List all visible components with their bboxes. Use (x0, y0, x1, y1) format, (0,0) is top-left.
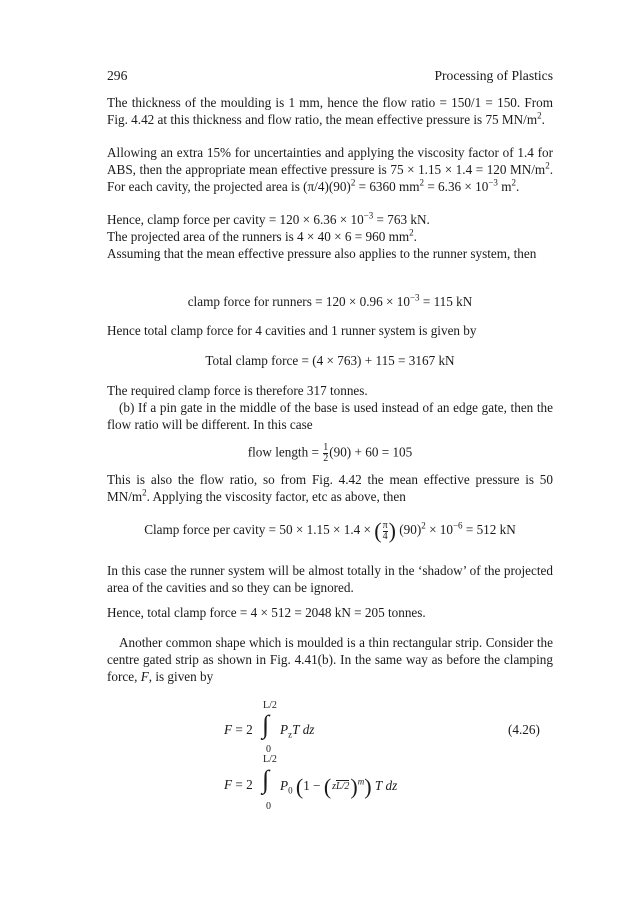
paragraph-strip: Another common shape which is moulded is a thin rectangular strip. Consider the centre gated strip as shown in Fig. 4.41(b). In the same way as before the clamping force, F, is given by (107, 635, 553, 684)
paragraph-flow-ratio-b: This is also the flow ratio, so from Fig. 4.42 the mean effective pressure is 50 $MN/m^2$. Applying the viscosity factor, etc as above, then (107, 472, 553, 504)
line-clamp-per-cavity: Hence, clamp force per cavity = $120 \times 6.36 \times 10^{-3} = 763$ kN. (107, 210, 430, 227)
book-page: 296 Processing of Plastics The thickness of the moulding is 1 mm, hence the flow ratio = 150/1 = 150. From Fig. 4.42 at this thickness and flow ratio, the mean effective pressure is 75 $MN/m^2$. Allowing an extra 15% for uncertainties and applying the viscosity factor of 1.4 for ABS, then the appropriate mean effective pressure is 75 × 1.15 × 1.4 = 120 $MN/m^2$. For each cavity, the projected area is $(\pi/4)(90)^2 = 6360$ $mm^2 = 6.36 \times 10^{-3}$ $m^2$. Hence, clamp force per cavity = $120 \times 6.36 \times 10^{-3} = 763$ kN. The projected area of the runners is 4 × 40 × 6 = 960 $mm^2$. Assuming that the mean effective pressure also applies to the runner system, then clamp force for runners = $120 \times 0.96 \times 10^{-3} = 115$ kN Hence total clamp force for 4 cavities and 1 runner system is given by Total clamp force = (4 × 763) + 115 = 3167 kN The required clamp force is therefore 317 tonnes. (b) If a pin gate in the middle of the base is used instead of an edge gate, then the flow ratio will be different. In this case flow length = $\frac{1}{2}$ (90) + 60 = 105 This is also the flow ratio, so from Fig. 4.42 the mean effective pressure is 50 $MN/m^2$. Applying the viscosity factor, etc as above, then Clamp force per cavity = 50 × 1.15 × 1.4 × ( $\frac{\pi}{4}$ ) $(90)^2 \times 10^{-6} = 512$ kN In this case the runner system will be almost totally in the ‘shadow’ of the projected area of the cavities and so they can be ignored. Hence, total clamp force = 4 × 512 = 2048 kN = 205 tonnes. Another common shape which is moulded is a thin rectangular strip. Consider the centre gated strip as shown in Fig. 4.41(b). In the same way as before the clamping force, F, is given by L/2 F = 2 ∫ $P_zT$ dz 0 (4.26) L/2 F = 2 ∫ $P_0$ $(1 - (zL/2)^m)$ T dz 0 (107, 68, 553, 812)
line-tonnes: The required clamp force is therefore 317 tonnes. (107, 383, 368, 398)
equation-cavity-clamp-b: Clamp force per cavity = 50 × 1.15 × 1.4 × ( $\frac{\pi}{4}$ ) $(90)^2 \times 10^{-6} = 512$ kN (144, 518, 516, 543)
line-total-intro: Hence total clamp force for 4 cavities and 1 runner system is given by (107, 323, 477, 338)
line-runner-area: The projected area of the runners is 4 × 40 × 6 = 960 $mm^2$. (107, 227, 417, 244)
equation-runner-clamp: clamp force for runners = $120 \times 0.96 \times 10^{-3} = 115$ kN (187, 292, 473, 309)
page-number: 296 (107, 68, 128, 83)
line-total-b: Hence, total clamp force = 4 × 512 = 2048 kN = 205 tonnes. (107, 605, 426, 620)
equation-total-clamp: Total clamp force = (4 × 763) + 115 = 3167 kN (205, 353, 455, 368)
paragraph-shadow: In this case the runner system will be almost totally in the ‘shadow’ of the projected area of the cavities and so they can be ignored. (107, 563, 553, 595)
half-fraction: $\frac{1}{2}$ (323, 442, 329, 464)
running-title: Processing of Plastics (434, 68, 553, 83)
equation-number: (4.26) (508, 722, 540, 737)
paragraph-flow-ratio: The thickness of the moulding is 1 mm, hence the flow ratio = 150/1 = 150. From Fig. 4.42 at this thickness and flow ratio, the mean effective pressure is 75 $MN/m^2$. (107, 95, 553, 127)
equation-flow-length: flow length = $\frac{1}{2}$ (90) + 60 = 105 (247, 442, 413, 464)
paragraph-runner-assumption: Assuming that the mean effective pressure also applies to the runner system, then (107, 246, 537, 261)
paragraph-pin-gate: (b) If a pin gate in the middle of the base is used instead of an edge gate, then the flow ratio will be different. In this case (107, 400, 553, 432)
paragraph-effective-pressure: Allowing an extra 15% for uncertainties and applying the viscosity factor of 1.4 for ABS, then the appropriate mean effective pressure is 75 × 1.15 × 1.4 = 120 $MN/m^2$. For each cavity, the projected area is $(\pi/4)(90)^2 = 6360$ $mm^2 = 6.36 \times 10^{-3}$ $m^2$. (107, 145, 553, 194)
pi-over-four: $\frac{\pi}{4}$ (382, 519, 388, 542)
